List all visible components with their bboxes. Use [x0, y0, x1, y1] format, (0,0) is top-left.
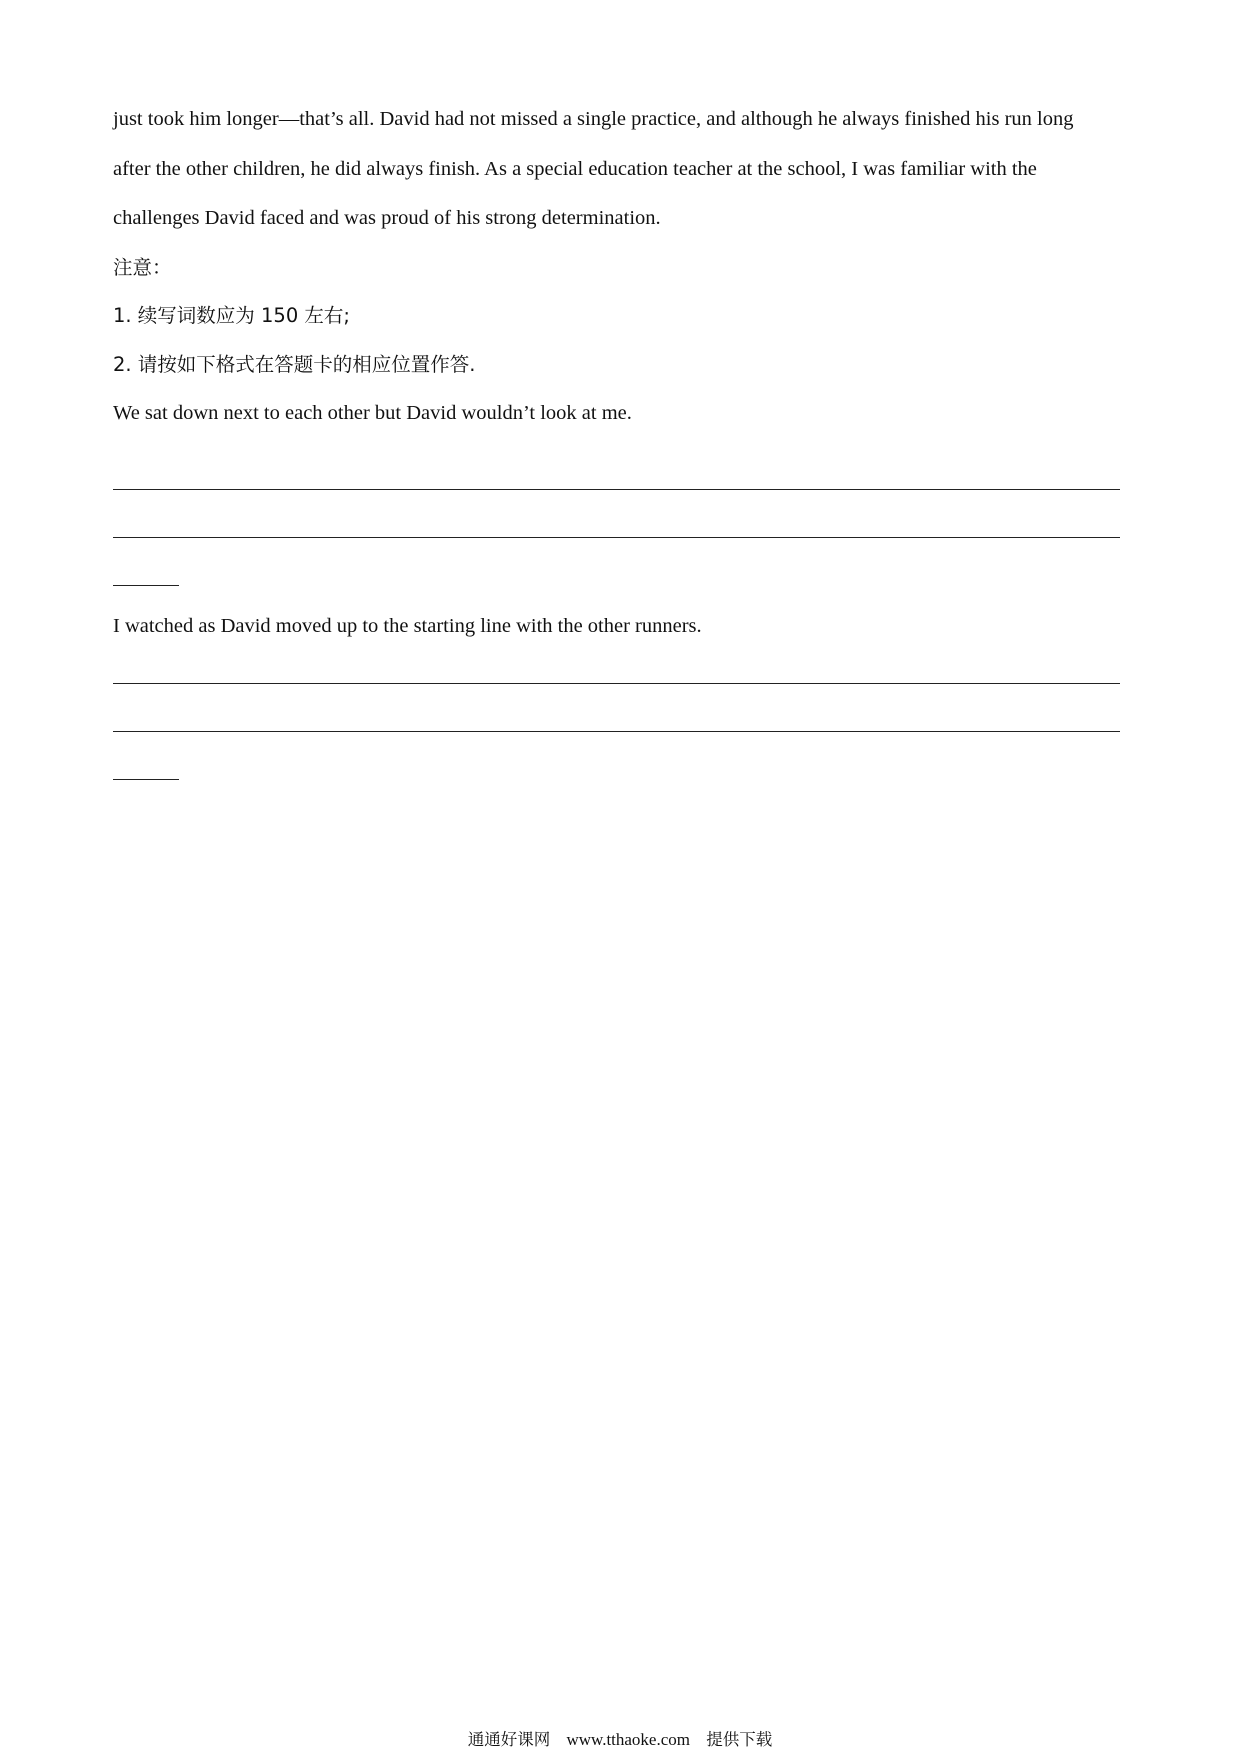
- passage-line-2: after the other children, he did always finish. As a special education teacher at the school, I was familiar with the: [113, 158, 1037, 180]
- passage-line-1: just took him longer—that’s all. David had not missed a single practice, and although he always finished his run long: [113, 108, 1074, 130]
- paragraph-prompt-second: I watched as David moved up to the starting line with the other runners.: [113, 615, 702, 637]
- passage-line-3: challenges David faced and was proud of his strong determination.: [113, 207, 661, 229]
- answer-line[interactable]: [113, 537, 1120, 538]
- page-footer: [0, 1730, 1240, 1750]
- notes-item-word-count: 1. 续写词数应为 150 左右;: [113, 304, 350, 327]
- footer-url: www.tthaoke.com: [566, 1730, 691, 1749]
- answer-line[interactable]: [113, 731, 1120, 732]
- answer-line-short[interactable]: [113, 779, 179, 780]
- footer-site-name: 通通好课网: [467, 1730, 551, 1749]
- notes-item-format: 2. 请按如下格式在答题卡的相应位置作答.: [113, 353, 476, 376]
- notes-heading: 注意：: [113, 256, 172, 279]
- paragraph-prompt-first: We sat down next to each other but David wouldn’t look at me.: [113, 402, 632, 424]
- answer-line[interactable]: [113, 683, 1120, 684]
- answer-line-short[interactable]: [113, 585, 179, 586]
- footer-suffix: 提供下载: [706, 1730, 773, 1749]
- answer-line[interactable]: [113, 489, 1120, 490]
